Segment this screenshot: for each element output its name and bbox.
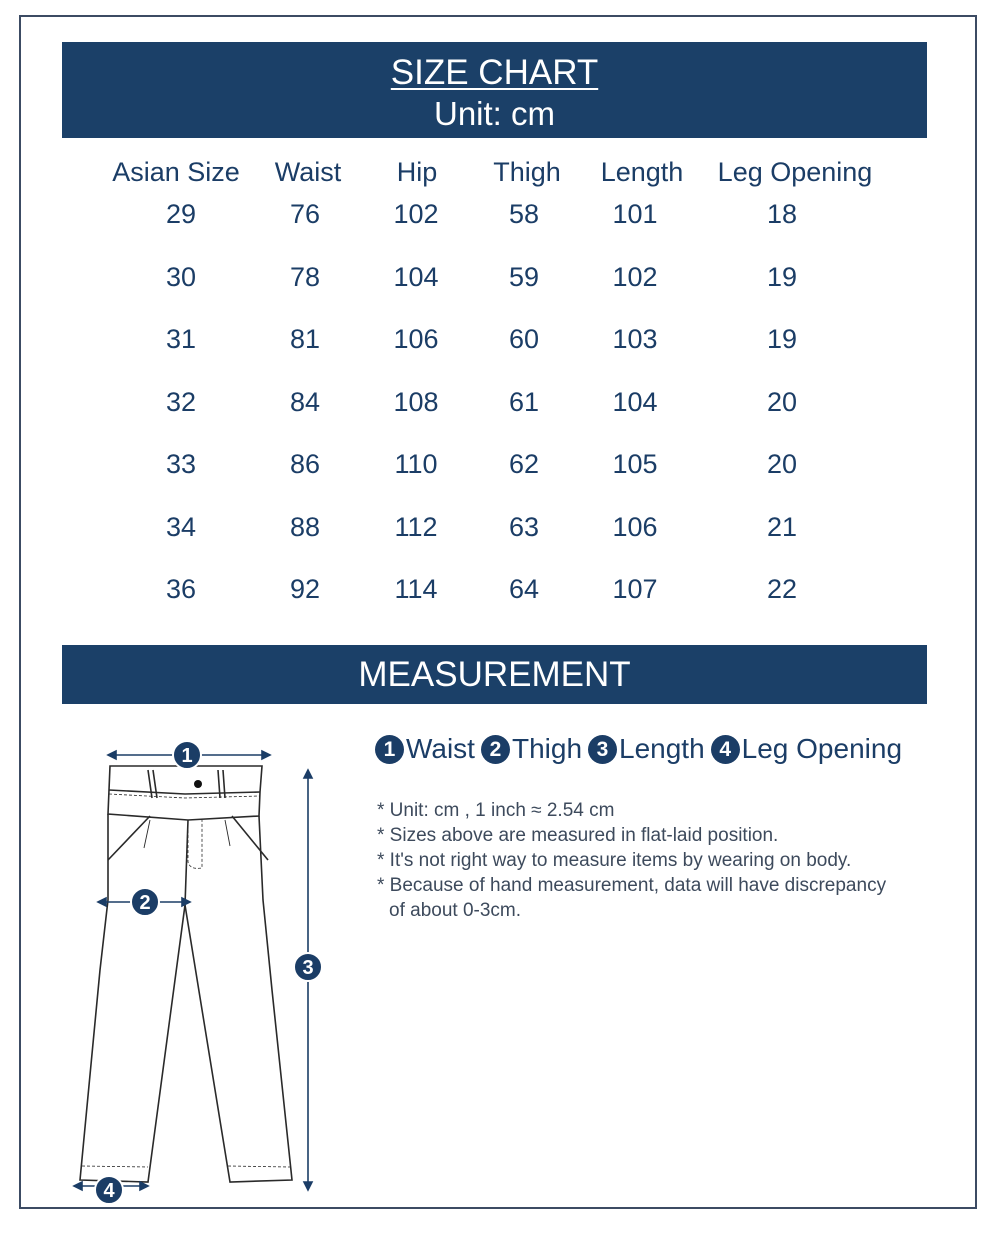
table-cell: 22 bbox=[766, 574, 798, 604]
table-cell: 36 bbox=[165, 574, 197, 604]
size-chart-header bbox=[62, 42, 927, 138]
size-chart-title: SIZE CHART bbox=[390, 53, 599, 92]
measurement-header bbox=[62, 645, 927, 704]
legend-label-leg-opening: Leg Opening bbox=[741, 733, 903, 764]
table-cell: 19 bbox=[766, 261, 798, 292]
measurement-title: MEASUREMENT bbox=[358, 655, 631, 694]
table-cell: 108 bbox=[393, 386, 439, 417]
table-cell: 112 bbox=[394, 511, 438, 542]
table-cell: 106 bbox=[393, 324, 439, 354]
unit-label: Unit: cm bbox=[433, 95, 555, 132]
table-cell: 84 bbox=[289, 386, 321, 417]
table-cell: 61 bbox=[508, 386, 540, 417]
table-cell: 33 bbox=[165, 449, 197, 479]
legend-badge-2: 2 bbox=[481, 735, 510, 764]
legend-badge-1: 1 bbox=[375, 735, 404, 764]
header-thigh: Thigh bbox=[493, 157, 561, 187]
table-cell: 104 bbox=[612, 386, 658, 417]
table-cell: 29 bbox=[165, 199, 197, 229]
header-asian-size: Asian Size bbox=[112, 157, 240, 187]
table-cell: 32 bbox=[165, 386, 197, 417]
table-cell: 103 bbox=[612, 324, 658, 354]
table-cell: 106 bbox=[612, 511, 658, 542]
table-cell: 20 bbox=[766, 386, 798, 417]
table-cell: 114 bbox=[394, 574, 438, 604]
table-cell: 105 bbox=[612, 449, 658, 479]
table-cell: 110 bbox=[394, 449, 438, 479]
note-discrepancy-cont: of about 0-3cm. bbox=[389, 900, 522, 921]
table-cell: 30 bbox=[165, 261, 197, 292]
table-cell: 88 bbox=[289, 511, 321, 542]
table-cell: 19 bbox=[766, 324, 798, 354]
note-wearing: * It's not right way to measure items by wearing on body. bbox=[377, 850, 852, 871]
header-waist: Waist bbox=[274, 157, 342, 187]
table-cell: 18 bbox=[766, 199, 798, 229]
table-cell: 21 bbox=[766, 511, 798, 542]
legend-badge-3: 3 bbox=[588, 735, 617, 764]
table-cell: 107 bbox=[612, 574, 658, 604]
table-cell: 101 bbox=[612, 199, 658, 229]
marker-1-label: 1 bbox=[181, 745, 193, 767]
table-cell: 63 bbox=[508, 511, 540, 542]
table-cell: 59 bbox=[508, 261, 540, 292]
table-cell: 60 bbox=[508, 324, 540, 354]
table-cell: 76 bbox=[289, 199, 321, 229]
note-unit: * Unit: cm , 1 inch ≈ 2.54 cm bbox=[377, 800, 615, 821]
table-cell: 64 bbox=[508, 574, 540, 604]
table-cell: 104 bbox=[393, 261, 439, 292]
table-cell: 102 bbox=[393, 199, 439, 229]
header-leg-opening: Leg Opening bbox=[717, 157, 873, 187]
marker-3-label: 3 bbox=[302, 957, 314, 979]
note-discrepancy: * Because of hand measurement, data will have discrepancy bbox=[377, 875, 887, 896]
legend-badge-4: 4 bbox=[711, 735, 740, 764]
measurement-legend bbox=[375, 732, 908, 766]
table-cell: 34 bbox=[165, 511, 197, 542]
legend-label-length: Length bbox=[619, 733, 705, 764]
legend-label-thigh: Thigh bbox=[511, 733, 583, 764]
table-cell: 20 bbox=[766, 449, 798, 479]
note-flat-laid: * Sizes above are measured in flat-laid position. bbox=[377, 825, 779, 846]
measurement-notes bbox=[377, 798, 957, 923]
header-hip: Hip bbox=[396, 157, 438, 187]
table-cell: 81 bbox=[289, 324, 321, 354]
marker-4-label: 4 bbox=[103, 1180, 115, 1202]
table-cell: 78 bbox=[289, 261, 321, 292]
table-cell: 86 bbox=[289, 449, 321, 479]
marker-2-label: 2 bbox=[139, 892, 151, 914]
table-cell: 92 bbox=[289, 574, 321, 604]
table-cell: 102 bbox=[612, 261, 658, 292]
table-cell: 31 bbox=[165, 324, 197, 354]
table-cell: 62 bbox=[508, 449, 540, 479]
pants-diagram bbox=[60, 730, 350, 1210]
table-cell: 58 bbox=[508, 199, 540, 229]
legend-label-waist: Waist bbox=[406, 733, 475, 764]
header-length: Length bbox=[600, 157, 684, 187]
